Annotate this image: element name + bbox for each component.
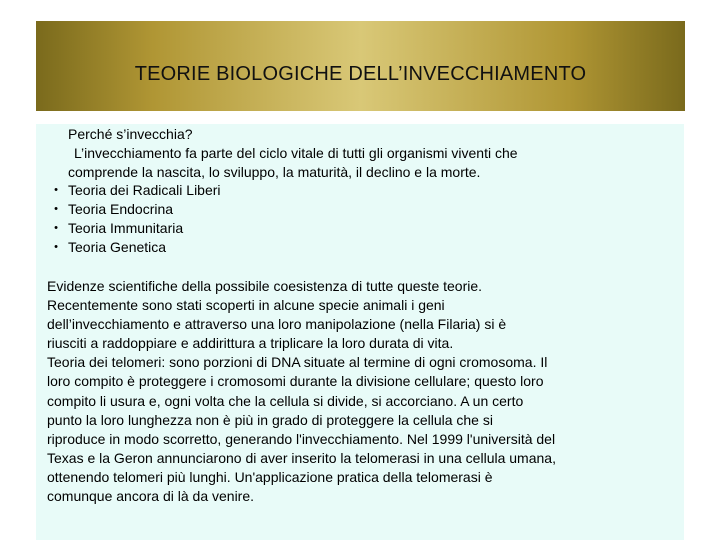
list-item <box>44 238 674 257</box>
paragraph-line: Evidenze scientifiche della possibile coesistenza di tutte queste teorie. <box>47 278 483 294</box>
theory-label: Teoria Endocrina <box>68 201 174 218</box>
paragraph-line: Teoria dei telomeri: sono porzioni di DNA situate al termine di ogni cromosoma. Il <box>47 354 548 371</box>
paragraph-line: ottenendo telomeri più lunghi. Un'applicazione pratica della telomerasi è <box>47 468 493 485</box>
theory-label: Teoria Immunitaria <box>68 219 184 236</box>
paragraph-line: punto la loro lunghezza non è più in grado di proteggere la cellula che si <box>47 411 493 428</box>
list-item <box>44 200 674 219</box>
question-text: Perché s’invecchia? <box>68 126 193 142</box>
paragraph-line: riusciti a raddoppiare e addirittura a triplicare la loro durata di vita. <box>47 335 454 352</box>
slide-title: TEORIE BIOLOGICHE DELL’INVECCHIAMENTO <box>134 62 587 85</box>
bullet-icon: • <box>54 240 58 253</box>
list-item <box>44 219 674 238</box>
body-paragraph <box>47 277 677 506</box>
explanation-line-2: comprende la nascita, lo sviluppo, la maturità, il declino e la morte. <box>68 163 481 180</box>
theory-label: Teoria dei Radicali Liberi <box>68 182 221 199</box>
title-banner <box>36 21 685 111</box>
explanation-line-1: L’invecchiamento fa parte del ciclo vitale di tutti gli organismi viventi che <box>74 144 518 161</box>
paragraph-line: loro compito è proteggere i cromosomi durante la divisione cellulare; questo loro <box>47 373 544 390</box>
paragraph-line: Texas e la Geron annunciarono di aver inserito la telomerasi in una cellula umana, <box>47 449 556 466</box>
theory-label: Teoria Genetica <box>68 238 167 255</box>
paragraph-line: riproduce in modo scorretto, generando l'invecchiamento. Nel 1999 l'università del <box>47 430 556 447</box>
theory-list <box>44 125 674 257</box>
paragraph-line: dell’invecchiamento e attraverso una loro manipolazione (nella Filaria) si è <box>47 316 507 333</box>
paragraph-line: Recentemente sono stati scoperti in alcune specie animali i geni <box>47 297 445 314</box>
paragraph-line: compito li usura e, ogni volta che la cellula si divide, si accorciano. A un certo <box>47 392 524 409</box>
bullet-icon: • <box>54 203 58 216</box>
list-item <box>44 181 674 200</box>
bullet-icon: • <box>54 221 58 234</box>
bullet-icon: • <box>54 184 58 197</box>
paragraph-line: comunque ancora di là da venire. <box>47 488 255 505</box>
